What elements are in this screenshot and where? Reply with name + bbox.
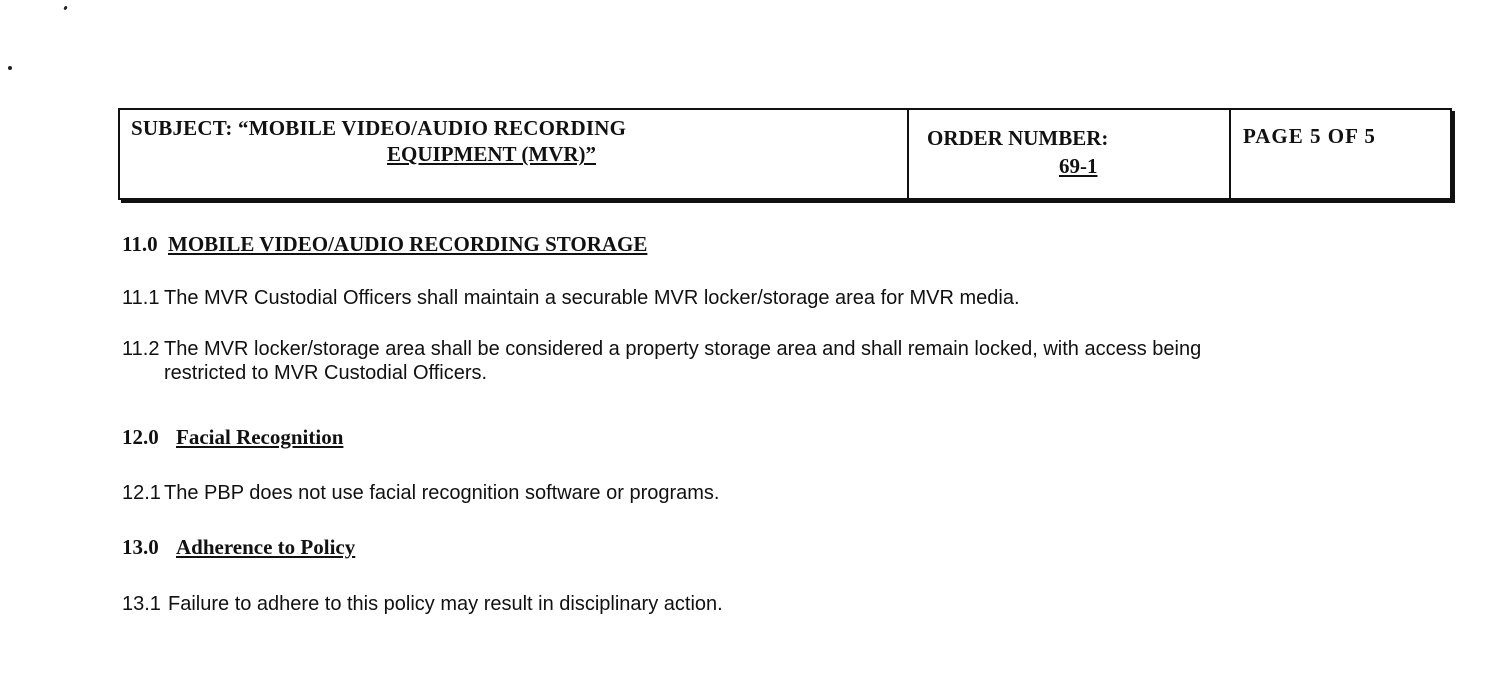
scan-speck xyxy=(8,66,12,70)
paragraph-text: The MVR Custodial Officers shall maintain a securable MVR locker/storage area for MVR media. xyxy=(164,287,1020,309)
paragraph-text-line-1: The MVR locker/storage area shall be considered a property storage area and shall remain locked, with access being xyxy=(164,338,1202,360)
paragraph-number: 11.1 xyxy=(122,287,160,309)
subject-line-1: SUBJECT: “MOBILE VIDEO/AUDIO RECORDING xyxy=(131,116,627,140)
subject-cell xyxy=(119,109,908,199)
paragraph-text-line-2: restricted to MVR Custodial Officers. xyxy=(164,362,488,384)
paragraph-number: 11.2 xyxy=(122,338,160,360)
subject-line-2: EQUIPMENT (MVR)” xyxy=(387,142,597,166)
paragraph-11-1 xyxy=(122,286,1020,310)
section-title: MOBILE VIDEO/AUDIO RECORDING STORAGE xyxy=(168,232,648,256)
order-number-value: 69-1 xyxy=(1059,154,1098,178)
document-header-table xyxy=(118,108,1452,200)
paragraph-12-1 xyxy=(122,481,719,505)
order-number-label: ORDER NUMBER: xyxy=(927,126,1109,150)
section-number: 12.0 xyxy=(122,425,159,449)
paragraph-11-2 xyxy=(122,337,1201,385)
scan-speck xyxy=(63,6,68,11)
section-title: Adherence to Policy xyxy=(176,535,356,559)
page-number-cell xyxy=(1230,109,1451,199)
section-number: 11.0 xyxy=(122,232,158,256)
paragraph-text: Failure to adhere to this policy may result in disciplinary action. xyxy=(168,593,723,615)
section-title: Facial Recognition xyxy=(176,425,344,449)
page-number: PAGE 5 OF 5 xyxy=(1243,124,1376,148)
section-number: 13.0 xyxy=(122,535,159,559)
paragraph-number: 13.1 xyxy=(122,593,161,615)
paragraph-13-1 xyxy=(122,592,723,616)
paragraph-text: The PBP does not use facial recognition software or programs. xyxy=(164,482,720,504)
section-13-heading xyxy=(122,535,355,560)
section-12-heading xyxy=(122,425,343,450)
paragraph-number: 12.1 xyxy=(122,482,161,504)
section-11-heading xyxy=(122,232,647,257)
order-number-cell xyxy=(908,109,1230,199)
